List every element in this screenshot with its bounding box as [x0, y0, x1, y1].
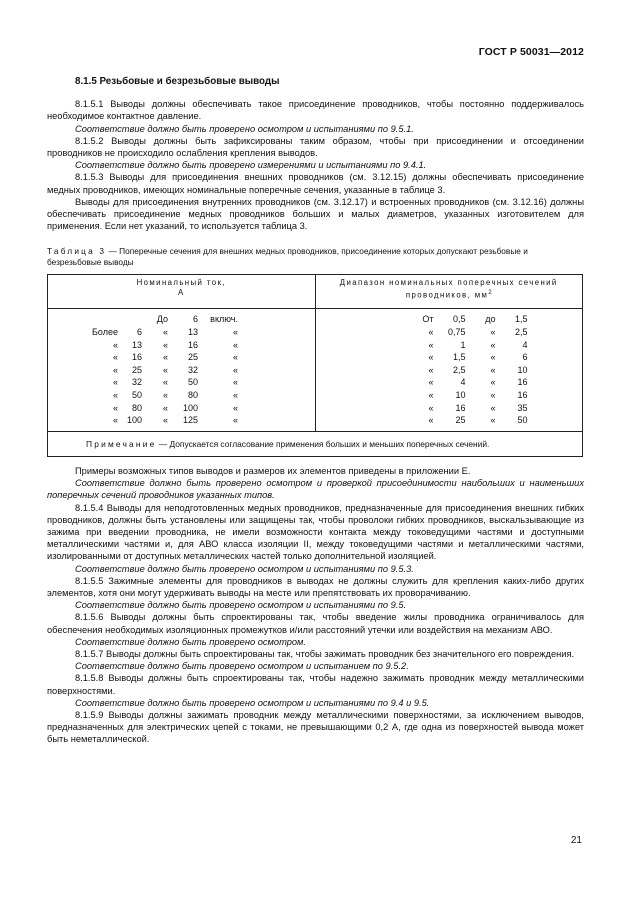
section-range-row: [316, 376, 583, 389]
verification-note: Соответствие должно быть проверено осмотром и испытаниями по 9.5.: [75, 600, 407, 611]
current-range-cell: 32: [187, 364, 198, 375]
section-range-cell: «: [428, 327, 434, 338]
current-range-cell: 6: [192, 314, 198, 325]
current-range-cell: 100: [182, 402, 198, 413]
clause-paragraph: 8.1.5.1 Выводы должны обеспечивать такое присоединение проводников, чтобы постоянно поддерживалось необходимое контактное давление.: [47, 99, 584, 122]
section-range-cell: «: [428, 377, 434, 388]
current-range-row: [48, 389, 315, 402]
clause-paragraph: 8.1.5.4 Выводы для неподготовленных медных проводников, предназначенные для присоединения внешних гибких проводников, должны быть установлены или защищены так, чтобы проволоки гибких проводников, выскальзывающие из зажима при введении проводника, не имели возможности контакта между токоведущими частями и доступными металлическими частями и, для АВО класса изоляции II, между токоведущими частями и металлическими частями, изолированными от доступных металлических частей только дополнительной изоляцией.: [47, 502, 584, 562]
current-range-row: [48, 414, 315, 427]
current-range-cell: 100: [126, 415, 142, 426]
current-range-cell: Более: [92, 327, 118, 338]
current-range-cell: «: [232, 402, 238, 413]
section-range-cell: до: [485, 314, 496, 325]
section-range-cell: «: [428, 364, 434, 375]
paragraphs-before-table: [47, 98, 584, 232]
table-header-section: [315, 275, 583, 309]
current-range-cell: «: [162, 327, 168, 338]
verification-note: Соответствие должно быть проверено осмотром и испытанием по 9.5.2.: [75, 661, 409, 672]
table-caption: [47, 246, 584, 268]
current-range-row: [48, 313, 315, 326]
current-range-cell: 80: [131, 402, 142, 413]
table-header-current-line2: А: [177, 288, 185, 298]
section-range-row: [316, 326, 583, 339]
table-body-current: [48, 309, 316, 431]
section-range-cell: 10: [517, 364, 528, 375]
clause-paragraph: Примеры возможных типов выводов и размеров их элементов приведены в приложении Е.: [75, 465, 471, 476]
clause-paragraph: 8.1.5.7 Выводы должны быть спроектированы так, чтобы зажимать проводник без значительного его повреждения.: [75, 649, 575, 660]
section-range-row: [316, 414, 583, 427]
table-body-section: [315, 309, 583, 431]
clause-paragraph: 8.1.5.5 Зажимные элементы для проводников в выводах не должны служить для крепления каких-либо других элементов, хотя они могут удерживать выводы на месте или препятствовать их проворачиванию.: [47, 575, 584, 599]
section-range-cell: «: [428, 402, 434, 413]
verification-note: Соответствие должно быть проверено осмотром и испытаниями по 9.5.1.: [75, 123, 414, 134]
verification-note: Соответствие должно быть проверено измерениями и испытаниями по 9.4.1.: [75, 160, 427, 171]
table-note-text: — Допускается согласование применения больших и меньших поперечных сечений.: [156, 438, 490, 449]
current-range-cell: «: [232, 390, 238, 400]
current-range-cell: включ.: [210, 314, 238, 325]
section-range-cell: 4: [460, 377, 466, 388]
current-range-cell: 13: [187, 327, 198, 338]
current-range-cell: 25: [131, 364, 142, 375]
current-range-cell: «: [162, 390, 168, 400]
section-range-cell: 16: [455, 402, 466, 413]
current-range-cell: «: [112, 377, 118, 388]
current-range-cell: «: [112, 339, 118, 350]
clause-paragraph: 8.1.5.8 Выводы должны быть спроектированы так, чтобы надежно зажимать проводник между металлическими поверхностями.: [47, 673, 584, 696]
table-caption-text: — Поперечные сечения для внешних медных проводников, присоединение которых допускают резьбовые и безрезьбовые выводы: [47, 246, 528, 268]
current-range-row: [48, 376, 315, 389]
section-range-cell: 50: [517, 415, 528, 426]
current-range-cell: «: [232, 352, 238, 363]
current-range-cell: «: [112, 364, 118, 375]
section-range-cell: 2,5: [514, 327, 528, 338]
current-range-cell: «: [162, 415, 168, 426]
paragraphs-after-table: [47, 465, 584, 746]
section-range-row: [316, 389, 583, 402]
current-range-cell: «: [112, 402, 118, 413]
section-range-row: [316, 364, 583, 377]
section-range-cell: «: [490, 390, 496, 400]
section-range-cell: 1: [460, 339, 466, 350]
section-range-cell: «: [490, 339, 496, 350]
section-title: 8.1.5 Резьбовые и безрезьбовые выводы: [75, 76, 280, 87]
table-caption-label: Таблица 3: [47, 246, 107, 257]
section-range-cell: «: [490, 364, 496, 375]
current-range-cell: 50: [187, 377, 198, 388]
section-range-cell: От: [422, 314, 434, 325]
current-range-cell: «: [162, 352, 168, 363]
current-range-row: [48, 326, 315, 339]
section-range-cell: 6: [522, 352, 528, 363]
current-range-cell: 13: [131, 339, 142, 350]
current-range-cell: «: [162, 377, 168, 388]
section-range-cell: 16: [517, 377, 528, 388]
current-range-cell: [48, 313, 118, 326]
page-content: [47, 76, 584, 746]
section-range-cell: «: [428, 352, 434, 363]
current-range-row: [48, 351, 315, 364]
current-range-cell: «: [162, 364, 168, 375]
section-range-row: [316, 402, 583, 415]
section-range-cell: 0,75: [447, 327, 466, 338]
current-range-row: [48, 402, 315, 415]
cross-section-table: [47, 274, 583, 457]
clause-paragraph: 8.1.5.2 Выводы должны быть зафиксированы таким образом, чтобы при присоединении и отсоединении проводников не происходило ослабления крепления выводов.: [47, 135, 584, 159]
verification-note: Соответствие должно быть проверено осмотром.: [75, 636, 307, 647]
clause-paragraph: 8.1.5.3 Выводы для присоединения внешних проводников (см. 3.12.15) должны обеспечивать присоединение медных проводников, имеющих номинальные поперечные сечения, указанные в таблице 3.: [47, 172, 584, 195]
section-range-cell: 4: [522, 339, 528, 350]
section-range-cell: 0,5: [452, 314, 466, 325]
clause-paragraph: Выводы для присоединения внутренних проводников (см. 3.12.17) и встроенных проводников (см. 3.12.16) должны обеспечивать присоединение медных проводников больших и малых диаметров, указанных изготовителем для применения. Если нет указаний, то используется таблица 3.: [47, 196, 584, 232]
section-range-cell: 1,5: [452, 352, 466, 363]
current-range-cell: 125: [182, 415, 198, 426]
current-range-cell: «: [232, 339, 238, 350]
current-range-cell: «: [112, 352, 118, 363]
current-range-cell: 50: [131, 390, 142, 400]
section-range-row: [316, 351, 583, 364]
section-range-cell: 2,5: [452, 364, 466, 375]
current-range-cell: 6: [136, 327, 142, 338]
section-range-cell: «: [490, 415, 496, 426]
section-range-row: [316, 339, 583, 352]
section-range-cell: «: [490, 377, 496, 388]
section-range-cell: 16: [517, 390, 528, 400]
section-range-row: [316, 313, 583, 326]
current-range-cell: «: [112, 415, 118, 426]
section-range-cell: «: [490, 327, 496, 338]
current-range-cell: «: [232, 327, 238, 338]
section-range-cell: 25: [455, 415, 466, 426]
current-range-cell: «: [232, 364, 238, 375]
section-range-cell: «: [428, 339, 434, 350]
section-range-cell: 10: [455, 390, 466, 400]
current-range-cell: 32: [131, 377, 142, 388]
current-range-row: [48, 339, 315, 352]
current-range-cell: 25: [187, 352, 198, 363]
current-range-cell: «: [162, 402, 168, 413]
table-note-label: Примечание: [86, 438, 157, 449]
current-range-cell: «: [232, 377, 238, 388]
table-header-section-line2-text: проводников, мм: [405, 291, 489, 301]
table-header-section-sup: 2: [488, 290, 492, 297]
clause-paragraph: 8.1.5.6 Выводы должны быть спроектированы так, чтобы введение жилы проводника ограничивалось для обеспечения необходимых изоляционных промежутков и/или расстояний утечки или воздействия на механизм АВО.: [47, 612, 584, 635]
current-range-cell: [118, 313, 142, 326]
standard-code: ГОСТ Р 50031—2012: [478, 46, 584, 58]
current-range-cell: 16: [187, 339, 198, 350]
current-range-cell: «: [112, 390, 118, 400]
current-range-cell: «: [162, 339, 168, 350]
table-header-current: [48, 275, 316, 309]
table-header-section-line2: [320, 288, 579, 301]
clause-paragraph: 8.1.5.9 Выводы должны зажимать проводник между металлическими поверхностями, за исключением выводов, предназначенных для электрических цепей с токами, не превышающими 0,2 А, где одна из поверхностей вывода может быть неметаллической.: [47, 710, 584, 745]
table-header-section-line1: Диапазон номинальных поперечных сечений: [339, 278, 558, 288]
page-number: 21: [570, 835, 582, 846]
current-range-row: [48, 364, 315, 377]
verification-note: Соответствие должно быть проверено осмотром и проверкой присоединимости наибольших и наименьших поперечных сечений проводников указанных типов.: [47, 478, 584, 501]
current-range-cell: «: [232, 415, 238, 426]
current-range-cell: 80: [187, 390, 198, 400]
section-range-cell: 1,5: [514, 314, 528, 325]
verification-note: Соответствие должно быть проверено осмотром и испытаниями по 9.4 и 9.5.: [75, 697, 430, 708]
verification-note: Соответствие должно быть проверено осмотром и испытаниями по 9.5.3.: [75, 563, 414, 574]
section-range-cell: «: [428, 390, 434, 400]
table-note: [48, 431, 583, 456]
section-range-cell: «: [428, 415, 434, 426]
current-range-cell: До: [156, 314, 168, 325]
section-range-cell: «: [490, 402, 496, 413]
table-header-current-line1: Номинальный ток,: [136, 278, 226, 288]
section-range-cell: «: [490, 352, 496, 363]
section-range-cell: 35: [517, 402, 528, 413]
current-range-cell: 16: [131, 352, 142, 363]
